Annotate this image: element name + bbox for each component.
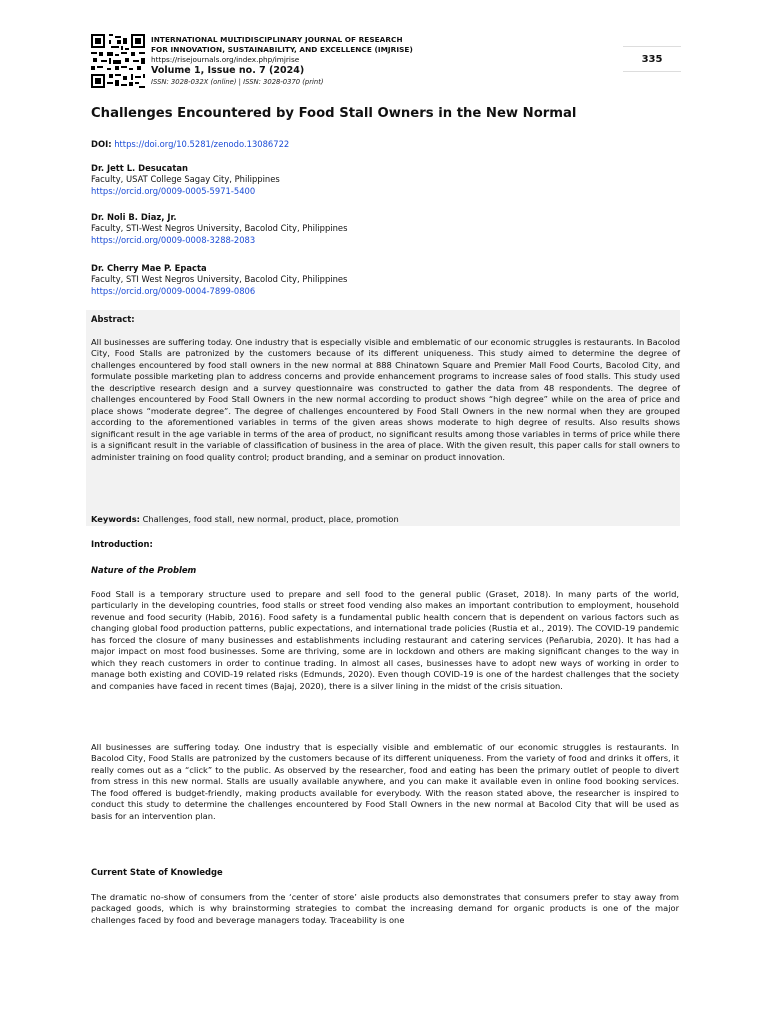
keywords-label: Keywords: [91,514,140,524]
author-affiliation: Faculty, USAT College Sagay City, Philippines [91,174,280,185]
keywords-text: Challenges, food stall, new normal, product, place, promotion [142,514,399,524]
paper-title: Challenges Encountered by Food Stall Owners in the New Normal [91,106,577,121]
author-name: Dr. Noli B. Diaz, Jr. [91,212,177,222]
doi-line [91,138,289,150]
author-name: Dr. Cherry Mae P. Epacta [91,263,207,273]
journal-url[interactable]: https://risejournals.org/index.php/imjrise [151,55,300,64]
qr-code-icon [91,34,145,88]
nature-of-problem-heading: Nature of the Problem [91,565,197,575]
journal-header [91,34,681,94]
author-block [91,163,280,197]
abstract-box [86,310,680,526]
journal-name-line2: FOR INNOVATION, SUSTAINABILITY, AND EXCELLENCE (IMJRISE) [151,45,413,54]
author-affiliation: Faculty, STI-West Negros University, Bacolod City, Philippines [91,223,348,234]
keywords-line [91,514,399,525]
doi-label: DOI: [91,139,112,149]
abstract-text: All businesses are suffering today. One industry that is especially visible and emblematic of our economic struggles is restaurants. In Bacolod City, Food Stalls are patronized by the customers because of its different uniqueness. This study aimed to determine the degree of challenges encountered by food stall owners in the new normal at 888 Chinatown Square and Premier Mall Food Courts, Bacolod City, and formulate possible marketing plan to address concerns and provide enhancement programs to increase sales of food stalls. This study used the descriptive research design and a survey questionnaire was constructed to gather the data from 48 respondents. The degree of challenges encountered by Food Stall Owners in the new normal according to product shows “high degree” while on the area of price and place shows “moderate degree”. The degree of challenges encountered by Food Stall Owners in the new normal when they are grouped according to the aforementioned variables in terms of the given areas shows moderate to high degree of results. Also results shows significant result in the age variable in terms of the area of product, no significant results among those variables in terms of price while there is a significant result in the variable of classification of business in the area of place. With the given result, this paper calls for stall owners to administer training on food quality control; product branding, and a seminar on product innovation. [91,337,680,462]
journal-issn: ISSN: 3028-032X (online) | ISSN: 3028-0370 (print) [151,78,324,86]
introduction-heading: Introduction: [91,539,153,549]
author-affiliation: Faculty, STI West Negros University, Bacolod City, Philippines [91,274,348,285]
abstract-heading: Abstract: [91,314,135,324]
doi-link[interactable]: https://doi.org/10.5281/zenodo.13086722 [114,139,290,149]
journal-volume: Volume 1, Issue no. 7 (2024) [151,65,305,76]
journal-name-line1: INTERNATIONAL MULTIDISCIPLINARY JOURNAL OF RESEARCH [151,35,403,44]
author-block [91,212,347,246]
author-orcid-link[interactable]: https://orcid.org/0009-0005-5971-5400 [91,185,256,196]
author-orcid-link[interactable]: https://orcid.org/0009-0004-7899-0806 [91,285,256,296]
journal-info [151,35,621,87]
current-state-paragraph: The dramatic no-show of consumers from the ‘center of store’ aisle products also demonstrates that consumers prefer to stay away from packaged goods, which is why brainstorming strategies to combat the increasing demand for organic products is one of the major challenges faced by food and beverage managers today. Traceability is one [91,892,679,925]
author-block [91,263,347,297]
author-name: Dr. Jett L. Desucatan [91,163,188,173]
intro-paragraph: Food Stall is a temporary structure used to prepare and sell food to the general public (Graset, 2018). In many parts of the world, particularly in the developing countries, food stalls or street food vending also makes an important contribution to employment, household revenue and food security (Habib, 2016). Food safety is a fundamental public health concern that is dependent on various factors such as changing global food production patterns, public expectations, and international trade policies (Rustia et al., 2019). The COVID-19 pandemic has forced the closure of many businesses and establishments including restaurant and catering services (Peñarubia, 2020). It has had a major impact on most food businesses. Some are thriving, some are in lockdown and others are making significant changes to the way in which they reach customers in order to continue trading. In almost all cases, businesses have to adopt new ways of working in order to manage both existing and COVID-19 related risks (Edmunds, 2020). Even though COVID-19 is one of the hardest challenges that the society and companies have faced in recent times (Bajaj, 2020), there is a silver lining in the midst of the crisis situation. [91,589,679,691]
author-orcid-link[interactable]: https://orcid.org/0009-0008-3288-2083 [91,234,256,245]
page-number: 335 [623,46,681,72]
intro-paragraph: All businesses are suffering today. One industry that is especially visible and emblematic of our economic struggles is restaurants. In Bacolod City, Food Stalls are patronized by the customers because of its different uniqueness. From the variety of food and drinks it offers, it really comes out as a “click” to the public. As observed by the researcher, food and eating has been the primary outlet of people to divert from stress in this new normal. Stalls are usually available anywhere, and you can make it available even in online food booking services. The food offered is budget-friendly, making products available for everybody. With the reason stated above, the researcher is inspired to conduct this study to determine the challenges encountered by Food Stall Owners in the new normal at Bacolod City that will be used as basis for an intervention plan. [91,742,679,821]
current-state-heading: Current State of Knowledge [91,867,223,877]
